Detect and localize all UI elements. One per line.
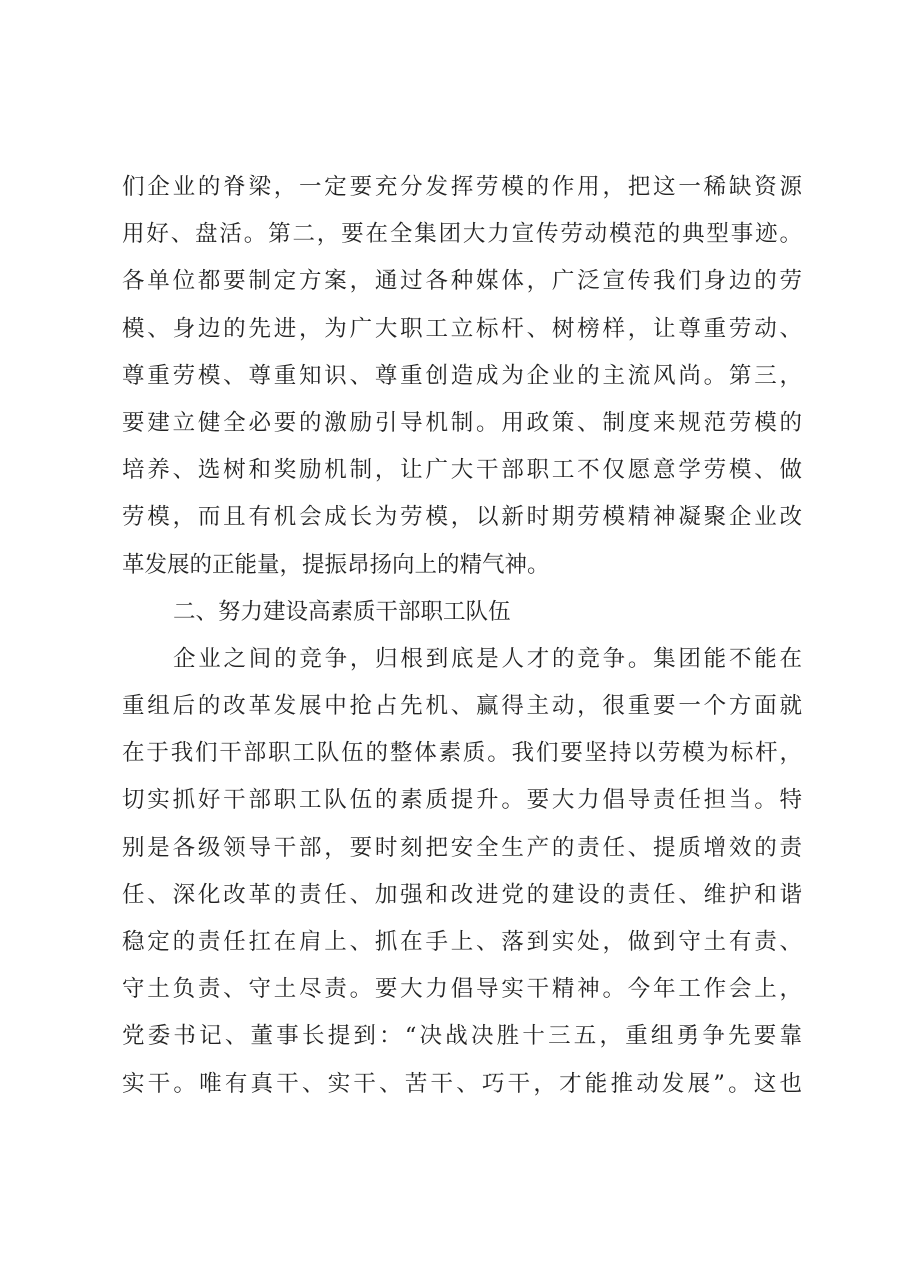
text-line: 尊重劳模、尊重知识、尊重创造成为企业的主流风尚。第三， xyxy=(122,362,802,389)
text-line: 培养、选树和奖励机制，让广大干部职工不仅愿意学劳模、做 xyxy=(122,457,802,484)
text-line: 守土负责、守土尽责。要大力倡导实干精神。今年工作会上， xyxy=(122,976,802,1003)
section-heading: 二、努力建设高素质干部职工队伍 xyxy=(173,598,511,625)
text-line: 用好、盘活。第二，要在全集团大力宣传劳动模范的典型事迹。 xyxy=(122,221,802,248)
text-line: 切实抓好干部职工队伍的素质提升。要大力倡导责任担当。特 xyxy=(122,787,802,814)
text-line: 在于我们干部职工队伍的整体素质。我们要坚持以劳模为标杆， xyxy=(122,740,802,767)
text-line: 别是各级领导干部，要时刻把安全生产的责任、提质增效的责 xyxy=(122,834,802,861)
text-line: 模、身边的先进，为广大职工立标杆、树榜样，让尊重劳动、 xyxy=(122,315,802,342)
paragraph-last-line: 革发展的正能量，提振昂扬向上的精气神。 xyxy=(122,551,550,578)
text-line: 任、深化改革的责任、加强和改进党的建设的责任、维护和谐 xyxy=(122,881,802,908)
text-line: 劳模，而且有机会成长为劳模，以新时期劳模精神凝聚企业改 xyxy=(122,504,802,531)
text-line: 党委书记、董事长提到：“决战决胜十三五，重组勇争先要靠 xyxy=(122,1023,802,1050)
text-line: 实干。唯有真干、实干、苦干、巧干，才能推动发展”。这也 xyxy=(122,1070,802,1097)
paragraph-first-line: 企业之间的竞争，归根到底是人才的竞争。集团能不能在 xyxy=(173,645,802,672)
document-body xyxy=(122,164,802,1108)
text-line: 们企业的脊梁，一定要充分发挥劳模的作用，把这一稀缺资源 xyxy=(122,174,802,200)
text-line: 稳定的责任扛在肩上、抓在手上、落到实处，做到守土有责、 xyxy=(122,929,802,955)
text-line: 重组后的改革发展中抢占先机、赢得主动，很重要一个方面就 xyxy=(122,693,802,720)
text-line: 各单位都要制定方案，通过各种媒体，广泛宣传我们身边的劳 xyxy=(122,268,802,295)
text-line: 要建立健全必要的激励引导机制。用政策、制度来规范劳模的 xyxy=(122,409,802,436)
